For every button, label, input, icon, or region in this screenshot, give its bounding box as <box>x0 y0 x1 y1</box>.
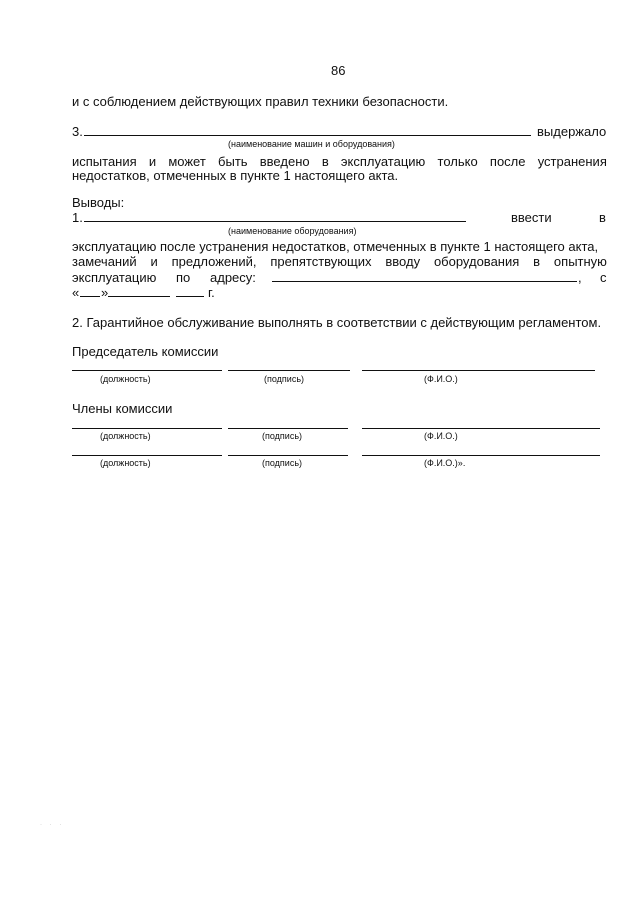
member2-signature-label: (подпись) <box>262 458 303 468</box>
member1-signature-line[interactable] <box>228 428 348 429</box>
item3-number: 3. <box>72 124 83 139</box>
date-month-blank[interactable] <box>108 296 170 297</box>
address-comma: , <box>578 270 582 285</box>
date-from-word: с <box>600 270 607 285</box>
item3-line2: испытания и может быть введено в эксплуатацию только после устранения <box>72 154 607 169</box>
chairman-heading: Председатель комиссии <box>72 344 219 359</box>
conclusion1-line3: замечаний и предложений, препятствующих вводу оборудования в опытную <box>72 254 607 269</box>
date-open-quote: « <box>72 285 80 300</box>
member2-name-label: (Ф.И.О.)». <box>424 458 466 468</box>
member1-name-label: (Ф.И.О.) <box>424 431 458 441</box>
members-heading: Члены комиссии <box>72 401 173 416</box>
conclusion1-word-v: в <box>599 210 606 225</box>
member2-position-label: (должность) <box>100 458 151 468</box>
warranty-text: 2. Гарантийное обслуживание выполнять в соответствии с действующим регламентом. <box>72 315 602 330</box>
item3-equipment-blank-line[interactable] <box>84 135 531 136</box>
chairman-position-label: (должность) <box>100 374 151 384</box>
intro-line: и с соблюдением действующих правил техники безопасности. <box>72 94 449 109</box>
member2-signature-line[interactable] <box>228 455 348 456</box>
conclusion1-word-vvesti: ввести <box>511 210 552 225</box>
conclusions-heading: Выводы: <box>72 195 125 210</box>
conclusion1-line2: эксплуатацию после устранения недостатков, отмеченных в пункте 1 настоящего акта, <box>72 239 599 254</box>
chairman-name-line[interactable] <box>362 370 595 371</box>
date-day-blank[interactable] <box>80 296 100 297</box>
conclusion1-number: 1. <box>72 210 83 225</box>
item3-tail-word: выдержало <box>537 124 607 139</box>
member1-position-line[interactable] <box>72 428 222 429</box>
scan-speck-marks: · · · <box>40 822 65 828</box>
conclusion1-caption: (наименование оборудования) <box>228 226 357 236</box>
member2-name-line[interactable] <box>362 455 600 456</box>
member1-signature-label: (подпись) <box>262 431 303 441</box>
chairman-position-line[interactable] <box>72 370 222 371</box>
date-year-suffix: г. <box>208 285 215 300</box>
chairman-signature-label: (подпись) <box>264 374 305 384</box>
conclusion1-line4-word3: адресу: <box>210 270 256 285</box>
conclusion1-line4-word2: по <box>176 270 191 285</box>
member1-position-label: (должность) <box>100 431 151 441</box>
date-year-blank[interactable] <box>176 296 204 297</box>
address-blank-line[interactable] <box>272 281 577 282</box>
chairman-signature-line[interactable] <box>228 370 350 371</box>
date-close-quote: » <box>101 285 109 300</box>
chairman-name-label: (Ф.И.О.) <box>424 374 458 384</box>
member2-position-line[interactable] <box>72 455 222 456</box>
member1-name-line[interactable] <box>362 428 600 429</box>
conclusion1-equipment-blank-line[interactable] <box>84 221 466 222</box>
item3-line3: недостатков, отмеченных в пункте 1 настоящего акта. <box>72 168 399 183</box>
page-number: 86 <box>331 63 346 78</box>
conclusion1-line4-word1: эксплуатацию <box>72 270 157 285</box>
item3-caption: (наименование машин и оборудования) <box>228 139 395 149</box>
